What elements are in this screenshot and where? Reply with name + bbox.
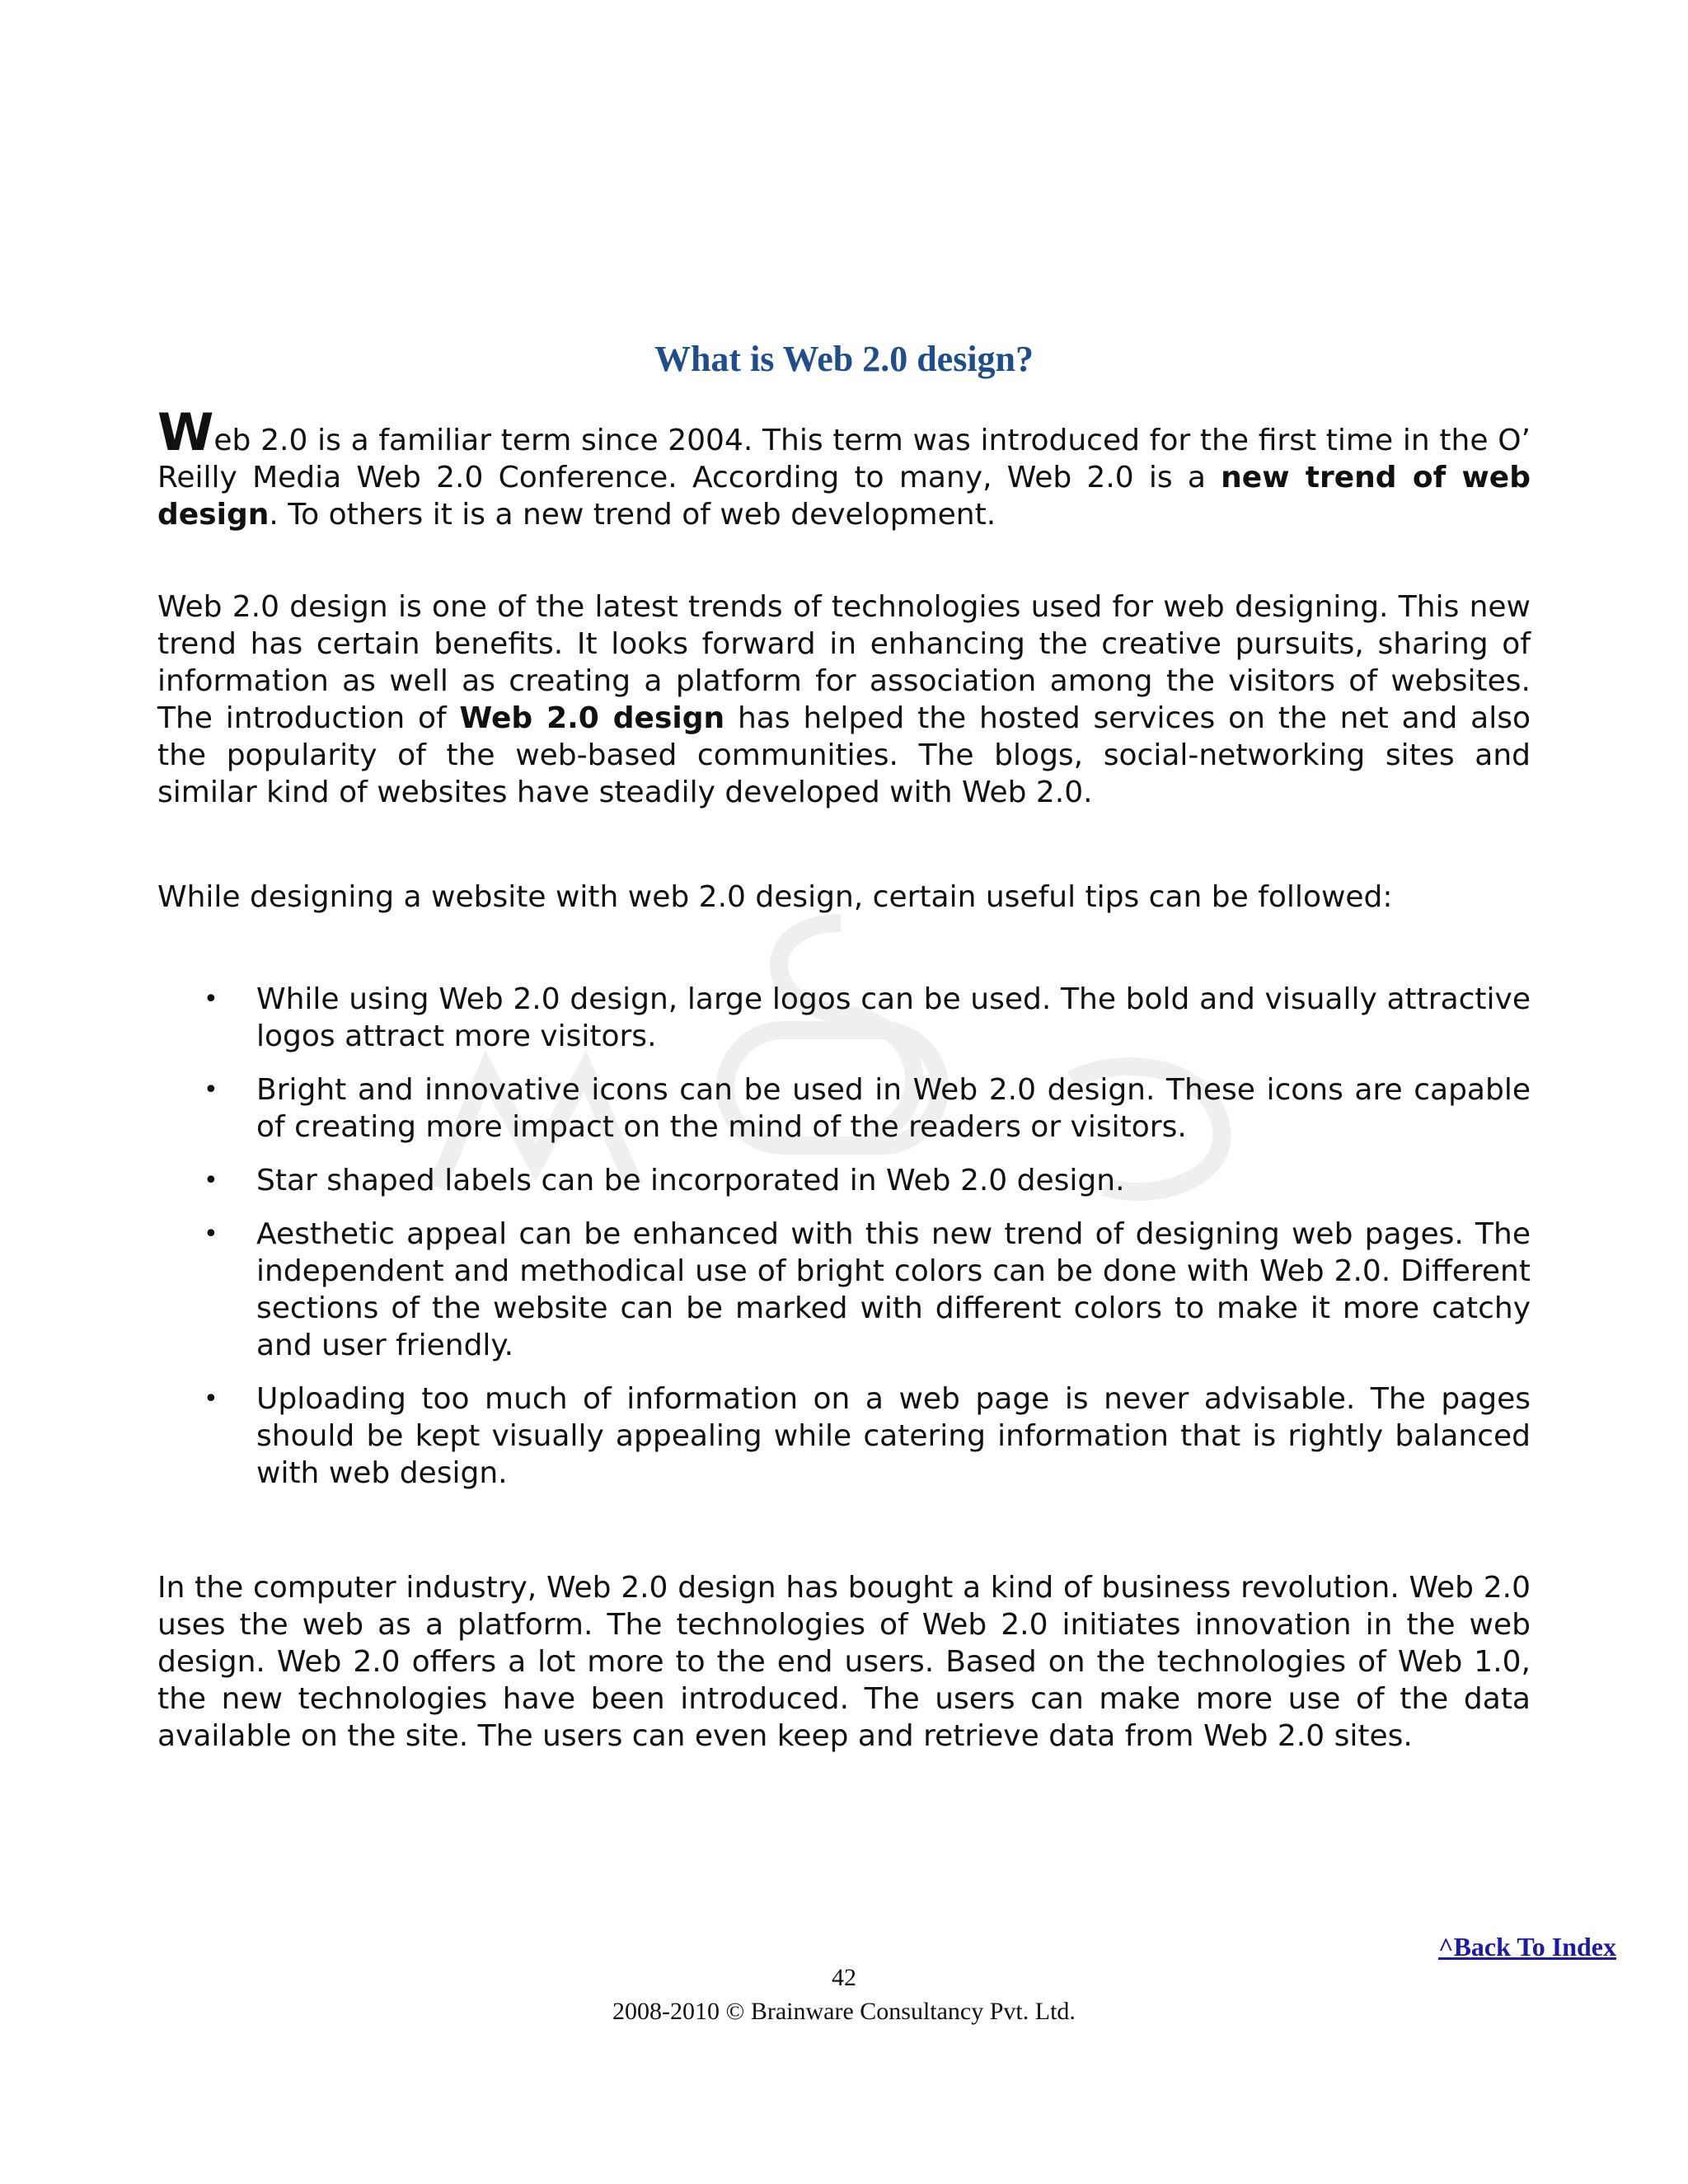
intro-bold-phrase: new trend of web design bbox=[157, 461, 1531, 532]
copyright-notice: 2008-2010 © Brainware Consultancy Pvt. Ltd. bbox=[612, 1998, 1076, 2025]
bullet-icon: • bbox=[204, 1166, 218, 1195]
benefits-text-1: Web 2.0 design is one of the latest trends of technologies used for web designing. This new trend has certain benefits. It looks forward in enhancing the creative pursuits, sharing of information as well as creating a platform for association among the visitors of websites. The introduction of bbox=[157, 590, 1531, 735]
list-item bbox=[157, 981, 1531, 1055]
list-item bbox=[157, 1071, 1531, 1146]
list-item-text: While using Web 2.0 design, large logos can be used. The bold and visually attractive logos attract more visitors. bbox=[256, 982, 1531, 1053]
list-item bbox=[157, 1216, 1531, 1364]
list-item-text: Uploading too much of information on a web page is never advisable. The pages should be kept visually appealing while catering information that is rightly balanced with web design. bbox=[256, 1382, 1531, 1490]
list-item bbox=[157, 1380, 1531, 1492]
drop-cap: W bbox=[157, 402, 214, 462]
intro-paragraph bbox=[157, 402, 1531, 533]
bullet-icon: • bbox=[204, 985, 218, 1014]
benefits-bold-phrase: Web 2.0 design bbox=[459, 701, 725, 735]
page-title: What is Web 2.0 design? bbox=[654, 339, 1034, 379]
intro-text-1: eb 2.0 is a familiar term since 2004. This term was introduced for the first time in the O’ Reilly Media Web 2.0 Conference. According to many, Web 2.0 is a bbox=[157, 424, 1531, 494]
bullet-icon: • bbox=[204, 1076, 218, 1104]
bullet-icon: • bbox=[204, 1220, 218, 1249]
intro-text-2: . To others it is a new trend of web development. bbox=[269, 498, 996, 532]
list-item-text: Aesthetic appeal can be enhanced with this new trend of designing web pages. The independent and methodical use of bright colors can be done with Web 2.0. Different sections of the website can be marked with different colors to make it more catchy and user friendly. bbox=[256, 1217, 1531, 1362]
page-number: 42 bbox=[832, 1964, 856, 1991]
benefits-paragraph bbox=[157, 588, 1531, 811]
back-to-index-link[interactable]: ^Back To Index bbox=[1437, 1932, 1616, 1961]
tips-intro-paragraph: While designing a website with web 2.0 design, certain useful tips can be followed: bbox=[157, 880, 1393, 914]
list-item bbox=[157, 1162, 1531, 1199]
tips-list bbox=[157, 981, 1531, 1508]
list-item-text: Bright and innovative icons can be used in Web 2.0 design. These icons are capable of creating more impact on the mind of the readers or visitors. bbox=[256, 1073, 1531, 1144]
benefits-text-2: has helped the hosted services on the net and also the popularity of the web-based communities. The blogs, social-networking sites and similar kind of websites have steadily developed with Web 2.0. bbox=[157, 701, 1531, 809]
list-item-text: Star shaped labels can be incorporated in Web 2.0 design. bbox=[256, 1164, 1125, 1197]
industry-paragraph: In the computer industry, Web 2.0 design has bought a kind of business revolution. Web 2.0 uses the web as a platform. The technologies of Web 2.0 initiates innovation in the web design. Web 2.0 offers a lot more to the end users. Based on the technologies of Web 1.0, the new technologies have been introduced. The users can make more use of the data available on the site. The users can even keep and retrieve data from Web 2.0 sites. bbox=[157, 1571, 1531, 1753]
bullet-icon: • bbox=[204, 1385, 218, 1413]
